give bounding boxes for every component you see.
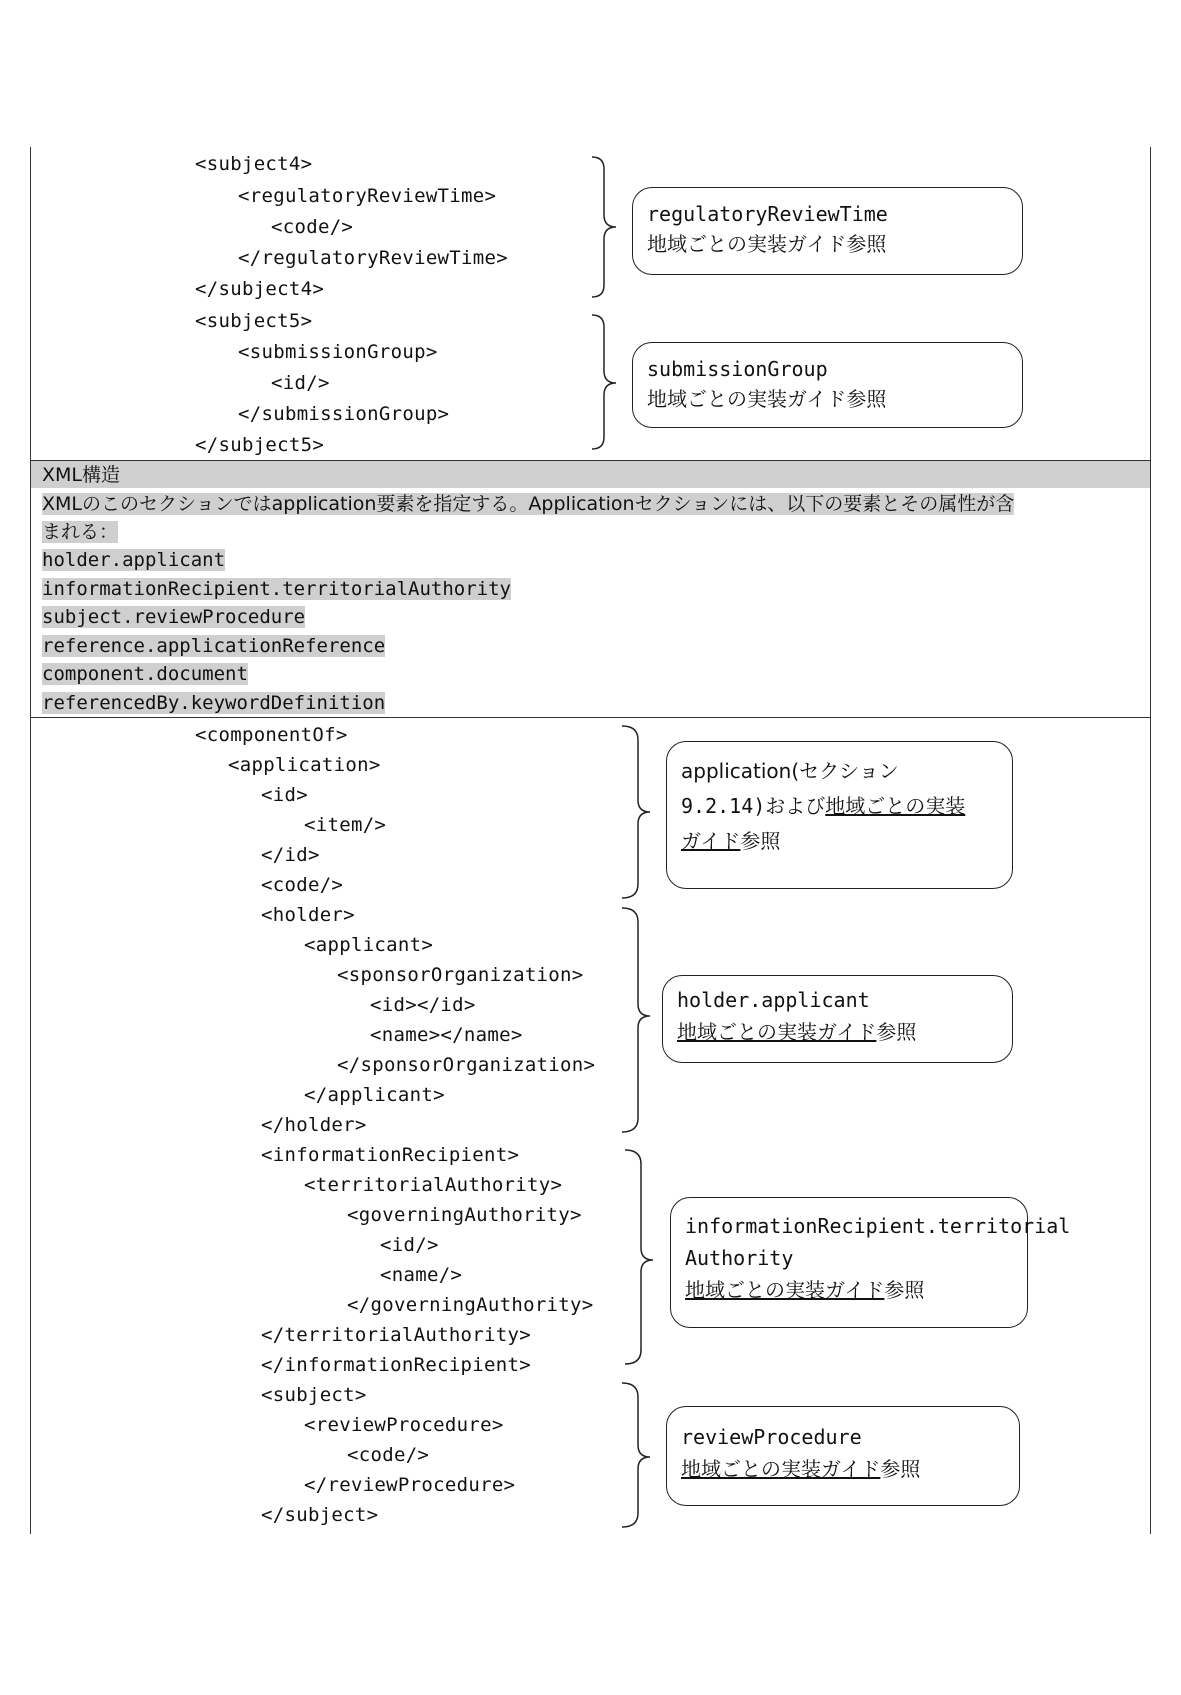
list-item: subject.reviewProcedure (42, 606, 306, 628)
code-line: <componentOf> (195, 724, 348, 746)
description-text: まれる： (42, 521, 119, 543)
brace-regulatory-review-time (590, 155, 630, 300)
note-review-procedure (666, 1406, 1020, 1506)
code-line: <code/> (261, 874, 344, 896)
note-suffix: 参照 (880, 1457, 921, 1481)
note-regulatory-review-time (632, 187, 1023, 275)
code-line: </subject> (261, 1504, 379, 1526)
brace-information-recipient (623, 1148, 663, 1368)
note-reference: 地域ごとの実装ガイド参照 (647, 232, 887, 256)
implementation-guide-link[interactable]: 地域ごとの実装 (825, 794, 966, 818)
note-submission-group (632, 342, 1023, 428)
list-item: informationRecipient.territorialAuthority (42, 578, 511, 600)
code-line: </regulatoryReviewTime> (238, 247, 508, 269)
code-line: <subject5> (195, 310, 313, 332)
brace-submission-group (590, 313, 630, 453)
implementation-guide-link[interactable]: 地域ごとの実装ガイド (681, 1457, 881, 1481)
note-title: application(セクション (681, 759, 899, 783)
brace-holder (620, 906, 660, 1136)
note-reference: 地域ごとの実装ガイド参照 (647, 387, 887, 411)
code-line: <territorialAuthority> (304, 1174, 563, 1196)
code-line: </governingAuthority> (347, 1294, 594, 1316)
code-line: <id> (261, 784, 308, 806)
code-line: </subject5> (195, 434, 325, 456)
code-line: <code/> (347, 1444, 430, 1466)
note-title-cont: Authority (685, 1246, 794, 1270)
list-item: holder.applicant (42, 549, 226, 571)
note-title: informationRecipient.territorial (685, 1214, 1071, 1238)
implementation-guide-link-cont[interactable]: ガイド (681, 829, 741, 853)
list-item: component.document (42, 663, 248, 685)
code-line: <name></name> (370, 1024, 523, 1046)
section-heading: XML構造 (42, 464, 120, 486)
code-line: </informationRecipient> (261, 1354, 531, 1376)
description-text: XMLのこのセクションではapplication要素を指定する。Applicationセクションには、以下の要素とその属性が含 (42, 493, 1015, 515)
note-title: holder.applicant (677, 988, 870, 1012)
list-item: referencedBy.keywordDefinition (42, 692, 386, 714)
table-left-border (30, 147, 31, 1534)
note-application (666, 741, 1013, 889)
code-line: <item/> (304, 814, 387, 836)
note-section-number: 9.2.14)および (681, 794, 826, 818)
table-right-border (1150, 147, 1151, 1534)
code-line: <subject4> (195, 153, 313, 175)
code-line: </territorialAuthority> (261, 1324, 531, 1346)
code-line: <applicant> (304, 934, 434, 956)
code-line: <submissionGroup> (238, 341, 438, 363)
code-line: <holder> (261, 904, 355, 926)
note-title: regulatoryReviewTime (647, 202, 888, 226)
code-line: </holder> (261, 1114, 367, 1136)
row-divider-bottom (30, 717, 1151, 718)
note-title: submissionGroup (647, 357, 828, 381)
code-line: <reviewProcedure> (304, 1414, 504, 1436)
note-suffix: 参照 (876, 1020, 917, 1044)
brace-application (620, 724, 660, 904)
code-line: </subject4> (195, 278, 325, 300)
code-line: <governingAuthority> (347, 1204, 582, 1226)
code-line: <name/> (380, 1264, 463, 1286)
code-line: </id> (261, 844, 320, 866)
note-suffix: 参照 (884, 1278, 925, 1302)
code-line: </reviewProcedure> (304, 1474, 516, 1496)
description-line-2 (42, 519, 118, 546)
code-line: <application> (228, 754, 381, 776)
code-line: <informationRecipient> (261, 1144, 520, 1166)
description-line-1 (42, 491, 1014, 518)
note-information-recipient (670, 1197, 1071, 1328)
heading-band (31, 461, 1150, 488)
list-item: reference.applicationReference (42, 635, 386, 657)
implementation-guide-link[interactable]: 地域ごとの実装ガイド (677, 1020, 877, 1044)
code-line: <id/> (271, 372, 330, 394)
code-line: </sponsorOrganization> (337, 1054, 596, 1076)
code-line: <id/> (380, 1234, 439, 1256)
code-line: <regulatoryReviewTime> (238, 185, 497, 207)
code-line: </applicant> (304, 1084, 445, 1106)
code-line: <code/> (271, 216, 354, 238)
note-holder-applicant (662, 975, 1013, 1063)
brace-review-procedure (620, 1381, 660, 1531)
code-line: <id></id> (370, 994, 476, 1016)
code-line: </submissionGroup> (238, 403, 450, 425)
note-suffix: 参照 (740, 829, 781, 853)
note-title: reviewProcedure (681, 1425, 862, 1449)
implementation-guide-link[interactable]: 地域ごとの実装ガイド (685, 1278, 885, 1302)
code-line: <subject> (261, 1384, 367, 1406)
code-line: <sponsorOrganization> (337, 964, 584, 986)
